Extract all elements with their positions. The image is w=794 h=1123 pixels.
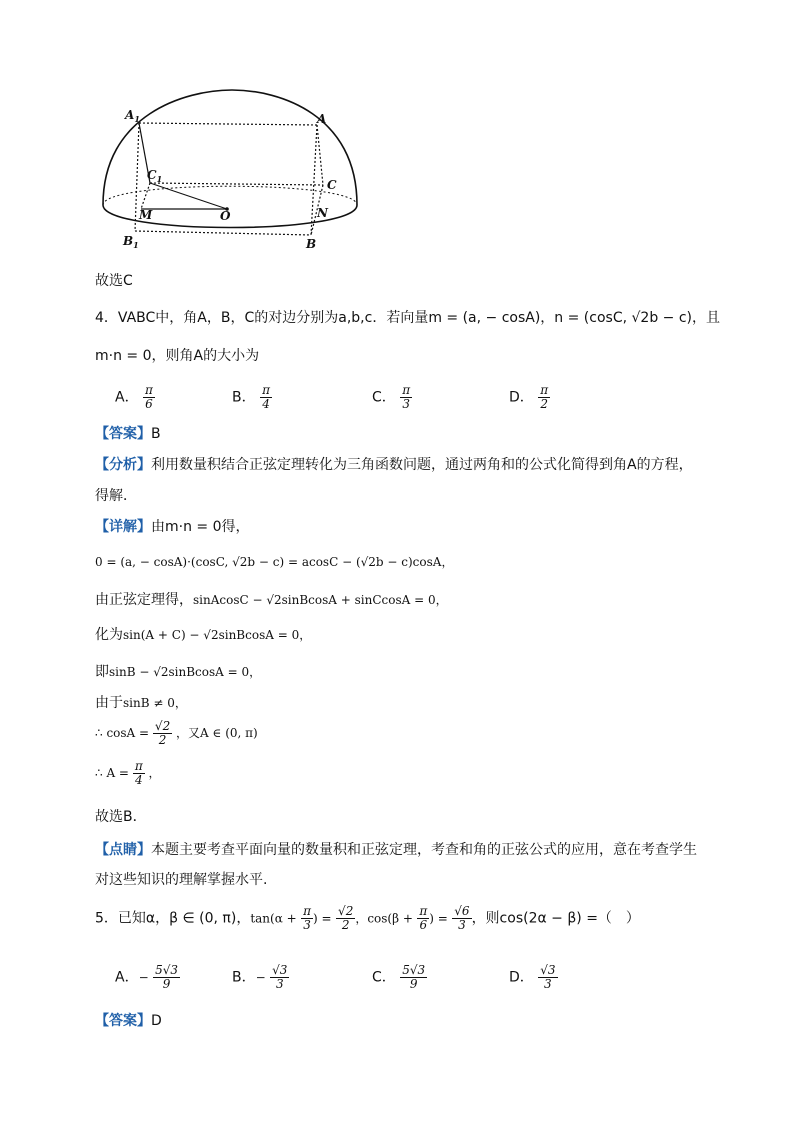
label-n: N (317, 206, 328, 220)
q4-options (115, 376, 715, 416)
dome-arc (103, 90, 357, 205)
q5-options (115, 960, 715, 1000)
q4-option-b: B． $\frac{\pi}{4}$ (232, 383, 270, 411)
q4-option-a: A． $\frac{\pi}{6}$ (115, 383, 153, 411)
q4-comment-line2: 对这些知识的理解掌握水平. (95, 872, 268, 888)
q4-step5: 由于sinB ≠ 0， (95, 695, 187, 711)
q5-option-a: A．− $\frac{5√3}{9}$ (115, 963, 179, 991)
edge-b1-b (135, 231, 311, 235)
q5-option-b: B．− $\frac{√3}{3}$ (232, 963, 288, 991)
q4-step6: ∴ cosA = $\frac{√2}{2}$ ，又A ∈ (0, π) (95, 719, 258, 747)
label-o: O (220, 209, 231, 223)
label-a1: $A_1$ (125, 108, 140, 124)
hemisphere-figure (95, 85, 370, 255)
q4-step3: 化为sin(A + C) − √2sinBcosA = 0， (95, 627, 312, 643)
q4-detail-intro: 【详解】由m·n = 0得， (95, 519, 250, 535)
q5-answer: 【答案】D (95, 1013, 162, 1029)
edge-c1-m (141, 183, 150, 209)
q4-analysis-line1: 【分析】利用数量积结合正弦定理转化为三角函数问题，通过两角和的公式化简得到角A的方程， (95, 457, 693, 473)
edge-c1-c (150, 183, 323, 185)
edge-c1-o (150, 183, 227, 209)
edge-a1-a (139, 123, 317, 125)
label-b: B (306, 237, 317, 251)
q5-stem: 5．已知α，β ∈ (0, π)，tan(α + $\frac{\pi}{3}$ ) = $\frac{√2}{2}$ ，cos(β + $\frac{\pi}{6}$ ) = $\frac{√6}{3}$ ，则cos(2α − β) =（ ） (95, 904, 640, 932)
label-b1: $B_1$ (123, 234, 139, 250)
edge-a-c (317, 125, 323, 185)
q4-step1: 0 = (a, − cosA)·(cosC, √2b − c) = acosC − (√2b − c)cosA， (95, 555, 454, 569)
q4-step4: 即sinB − √2sinBcosA = 0， (95, 664, 262, 680)
label-c: C (327, 178, 337, 192)
q5-option-c: C． $\frac{5√3}{9}$ (372, 963, 426, 991)
q4-analysis-line2: 得解． (95, 488, 137, 504)
label-c1: $C_1$ (147, 168, 163, 184)
q4-conclusion: 故选B． (95, 809, 147, 825)
q4-option-c: C． $\frac{\pi}{3}$ (372, 383, 411, 411)
q5-option-d: D． $\frac{√3}{3}$ (509, 963, 556, 991)
q4-stem-line2: m·n = 0，则角A的大小为 (95, 348, 260, 364)
q4-option-d: D． $\frac{\pi}{2}$ (509, 383, 549, 411)
q4-stem-line1: 4．VABC中，角A，B，C的对边分别为a,b,c．若向量m = (a, − cosA)，n = (cosC, √2b − c)，且 (95, 310, 721, 326)
label-a: A (317, 112, 327, 126)
label-m: M (139, 208, 153, 222)
q4-step2: 由正弦定理得，sinAcosC − √2sinBcosA + sinCcosA = 0， (95, 592, 448, 608)
q4-comment-line1: 【点睛】本题主要考查平面向量的数量积和正弦定理，考查和角的正弦公式的应用，意在考查学生 (95, 842, 697, 858)
q4-answer: 【答案】B (95, 426, 161, 442)
prev-conclusion: 故选C (95, 273, 133, 289)
q4-step7: ∴ A = $\frac{\pi}{4}$ ， (95, 759, 161, 787)
